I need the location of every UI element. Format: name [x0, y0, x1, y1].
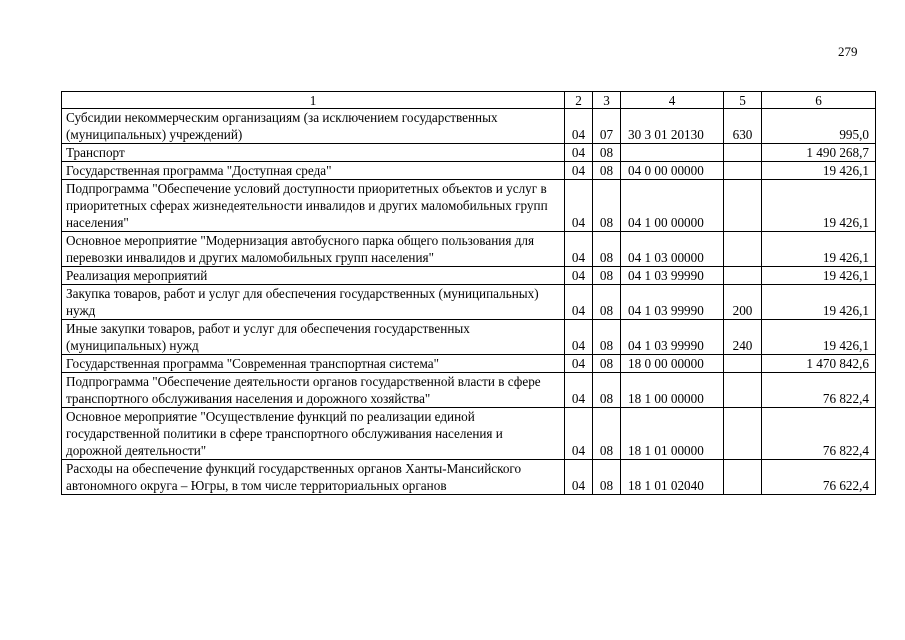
row-target-code: 18 1 01 02040 [621, 460, 724, 495]
row-expense-type [724, 232, 762, 267]
row-subsection: 08 [593, 285, 621, 320]
header-col-3: 3 [593, 92, 621, 109]
row-target-code: 04 1 03 99990 [621, 320, 724, 355]
row-subsection: 08 [593, 355, 621, 373]
row-section: 04 [565, 355, 593, 373]
row-amount: 1 470 842,6 [762, 355, 876, 373]
row-section: 04 [565, 162, 593, 180]
row-target-code: 18 0 00 00000 [621, 355, 724, 373]
table-row [62, 320, 876, 355]
row-expense-type [724, 267, 762, 285]
header-col-5: 5 [724, 92, 762, 109]
row-target-code [621, 144, 724, 162]
row-section: 04 [565, 180, 593, 232]
table-row [62, 232, 876, 267]
row-section: 04 [565, 320, 593, 355]
row-name: Государственная программа "Доступная среда" [62, 162, 565, 180]
row-amount: 19 426,1 [762, 267, 876, 285]
row-name: Расходы на обеспечение функций государственных органов Ханты-Мансийского автономного округа – Югры, в том числе территориальных органов [62, 460, 565, 495]
row-section: 04 [565, 144, 593, 162]
table-row [62, 408, 876, 460]
row-section: 04 [565, 267, 593, 285]
row-subsection: 08 [593, 267, 621, 285]
row-name: Субсидии некоммерческим организациям (за исключением государственных (муниципальных) учреждений) [62, 109, 565, 144]
row-amount: 19 426,1 [762, 285, 876, 320]
table-row [62, 162, 876, 180]
row-subsection: 08 [593, 408, 621, 460]
table-row [62, 285, 876, 320]
row-amount: 19 426,1 [762, 162, 876, 180]
row-section: 04 [565, 232, 593, 267]
table-header-row [62, 92, 876, 109]
table-row [62, 267, 876, 285]
row-amount: 76 622,4 [762, 460, 876, 495]
row-name: Основное мероприятие "Модернизация автобусного парка общего пользования для перевозки инвалидов и других маломобильных групп населения" [62, 232, 565, 267]
row-subsection: 08 [593, 320, 621, 355]
row-target-code: 04 1 00 00000 [621, 180, 724, 232]
header-col-4: 4 [621, 92, 724, 109]
row-amount: 76 822,4 [762, 373, 876, 408]
header-col-2: 2 [565, 92, 593, 109]
budget-table [61, 91, 876, 495]
row-subsection: 08 [593, 162, 621, 180]
row-name: Реализация мероприятий [62, 267, 565, 285]
row-target-code: 18 1 01 00000 [621, 408, 724, 460]
row-target-code: 04 1 03 00000 [621, 232, 724, 267]
page-number: 279 [838, 44, 858, 59]
row-target-code: 18 1 00 00000 [621, 373, 724, 408]
row-amount: 19 426,1 [762, 232, 876, 267]
row-section: 04 [565, 373, 593, 408]
row-subsection: 07 [593, 109, 621, 144]
row-target-code: 30 3 01 20130 [621, 109, 724, 144]
row-amount: 19 426,1 [762, 180, 876, 232]
row-name: Подпрограмма "Обеспечение условий доступности приоритетных объектов и услуг в приоритетных сферах жизнедеятельности инвалидов и других маломобильных групп населения" [62, 180, 565, 232]
header-col-1: 1 [62, 92, 565, 109]
row-name: Закупка товаров, работ и услуг для обеспечения государственных (муниципальных) нужд [62, 285, 565, 320]
row-expense-type [724, 180, 762, 232]
row-expense-type [724, 355, 762, 373]
row-name: Подпрограмма "Обеспечение деятельности органов государственной власти в сфере транспортного обслуживания населения и дорожного хозяйства" [62, 373, 565, 408]
row-name: Иные закупки товаров, работ и услуг для обеспечения государственных (муниципальных) нужд [62, 320, 565, 355]
row-subsection: 08 [593, 460, 621, 495]
row-amount: 1 490 268,7 [762, 144, 876, 162]
row-subsection: 08 [593, 180, 621, 232]
row-section: 04 [565, 408, 593, 460]
header-col-6: 6 [762, 92, 876, 109]
row-amount: 19 426,1 [762, 320, 876, 355]
row-subsection: 08 [593, 232, 621, 267]
row-name: Основное мероприятие "Осуществление функций по реализации единой государственной политики в сфере транспортного обслуживания населения и дорожной деятельности" [62, 408, 565, 460]
row-expense-type [724, 162, 762, 180]
row-expense-type [724, 408, 762, 460]
row-expense-type: 240 [724, 320, 762, 355]
row-expense-type: 630 [724, 109, 762, 144]
table-row [62, 180, 876, 232]
table-row [62, 144, 876, 162]
row-target-code: 04 1 03 99990 [621, 267, 724, 285]
row-expense-type [724, 373, 762, 408]
row-name: Транспорт [62, 144, 565, 162]
row-amount: 76 822,4 [762, 408, 876, 460]
row-target-code: 04 0 00 00000 [621, 162, 724, 180]
row-expense-type [724, 144, 762, 162]
table-row [62, 355, 876, 373]
row-subsection: 08 [593, 373, 621, 408]
row-expense-type [724, 460, 762, 495]
row-name: Государственная программа "Современная транспортная система" [62, 355, 565, 373]
row-amount: 995,0 [762, 109, 876, 144]
row-target-code: 04 1 03 99990 [621, 285, 724, 320]
row-section: 04 [565, 460, 593, 495]
table-row [62, 109, 876, 144]
row-expense-type: 200 [724, 285, 762, 320]
row-subsection: 08 [593, 144, 621, 162]
row-section: 04 [565, 285, 593, 320]
row-section: 04 [565, 109, 593, 144]
table-row [62, 373, 876, 408]
table-row [62, 460, 876, 495]
